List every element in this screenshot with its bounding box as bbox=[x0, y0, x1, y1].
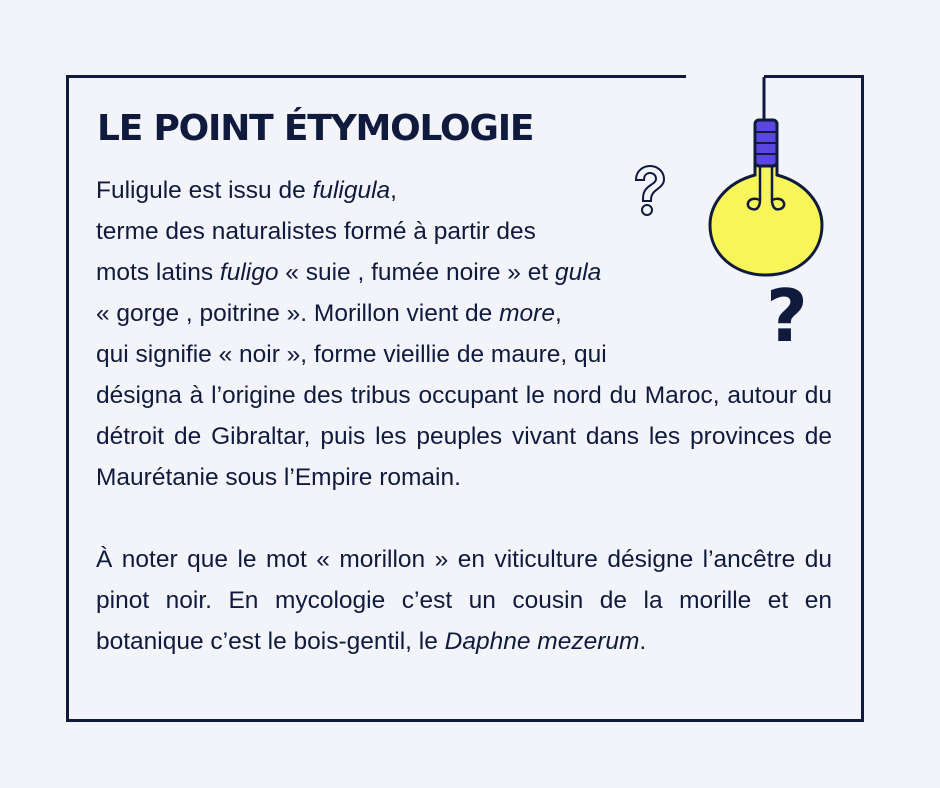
p1-line5: qui signifie « noir », forme vieillie de maure, qui bbox=[96, 341, 607, 368]
p1-line3: mots latins fuligo « suie , fumée noire » et gula bbox=[96, 259, 602, 286]
paragraph-2: À noter que le mot « morillon » en viticulture désigne l’ancêtre du pinot noir. En mycologie c’est un cousin de la morille et en botanique c’est le bois-gentil, le Daphne mezerum. bbox=[96, 546, 832, 655]
frame-bottom bbox=[66, 719, 864, 722]
page-title: LE POINT ÉTYMOLOGIE bbox=[97, 108, 534, 149]
species-name: Daphne mezerum bbox=[444, 628, 640, 655]
p1-line1: Fuligule est issu de fuligula, bbox=[96, 177, 397, 204]
question-outline-icon bbox=[628, 164, 668, 220]
p1-continuation: désigna à l’origine des tribus occupant le nord du Maroc, autour du détroit de Gibraltar, puis les peuples vivant dans les provinces de Maurétanie sous l’Empire romain. bbox=[96, 382, 832, 491]
frame-left bbox=[66, 75, 69, 721]
light-bulb-icon bbox=[700, 75, 840, 285]
frame-top-left bbox=[66, 75, 686, 78]
p1-line4: « gorge , poitrine ». Morillon vient de more, bbox=[96, 300, 562, 327]
question-mark-icon: ? bbox=[766, 274, 808, 358]
frame-right bbox=[861, 75, 864, 722]
p1-line2: terme des naturalistes formé à partir des bbox=[96, 218, 536, 245]
